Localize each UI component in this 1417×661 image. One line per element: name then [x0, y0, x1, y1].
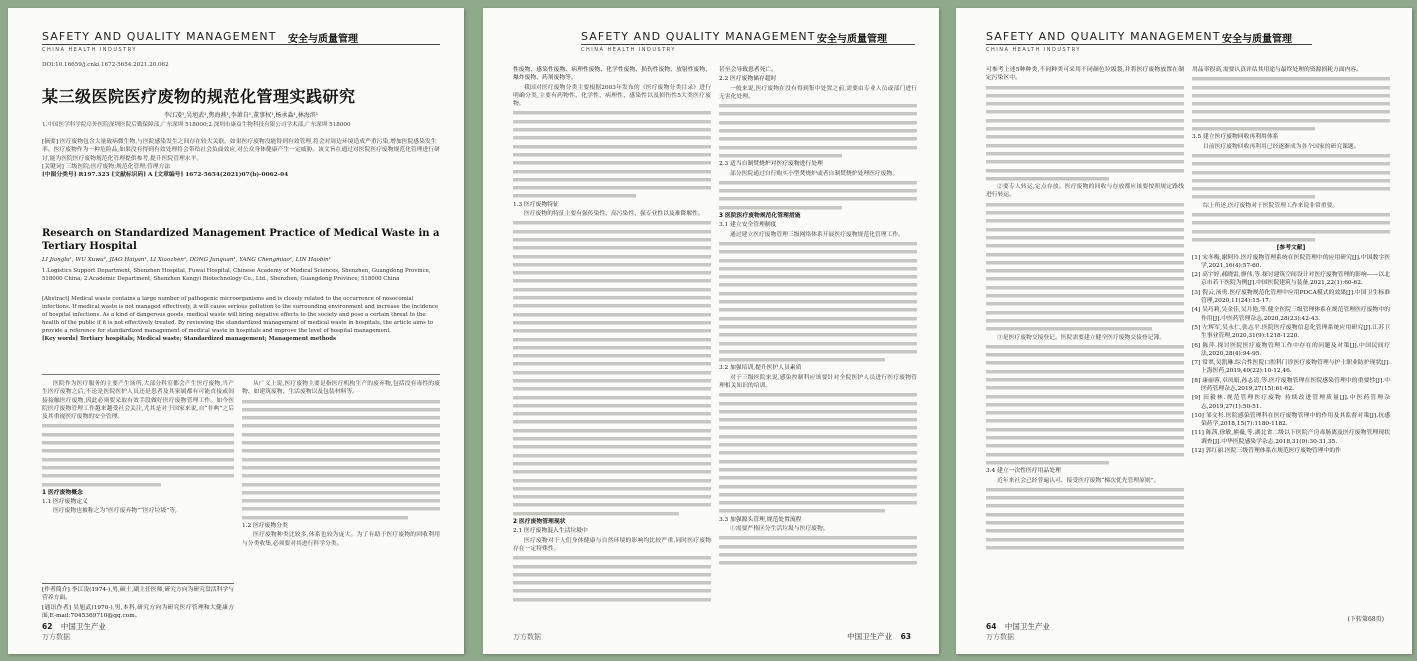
section-1-1-text: 医疗废物也被称之为“医疗废弃物”“医疗垃圾”等, [53, 508, 177, 515]
database-mark: 万方数据 [986, 633, 1014, 641]
text-line [719, 356, 885, 364]
text-line [513, 579, 711, 587]
conclusion-paragraph: 综上所述,医疗废物对于医院管理工作来说非常重要。 [1203, 202, 1339, 209]
text-line [242, 439, 440, 447]
text-line [513, 261, 711, 269]
text-line [1192, 219, 1390, 227]
text-line [986, 292, 1184, 300]
text-line [719, 424, 917, 432]
text-line [513, 159, 711, 167]
text-line [513, 443, 711, 451]
text-line [719, 195, 917, 203]
section-2-3-text: 部分医院通过自行购买小型焚烧炉或者自制焚烧炉处理医疗废物。 [730, 170, 899, 177]
text-line [513, 319, 711, 327]
text-line [513, 286, 711, 294]
text-line [986, 267, 1184, 275]
database-mark: 万方数据 [42, 633, 70, 641]
text-line [719, 298, 917, 306]
text-line [719, 331, 917, 339]
section-1-2-heading: 1.2 医疗废物分类 [242, 523, 288, 530]
page-number: 62 [42, 622, 53, 631]
text-line [513, 394, 711, 402]
abstract-en-text: [Abstract] Medical waste contains a large number of pathogenic microorganisms and is closely related to the occurrence of nosocomial infections. If medical waste is not managed effectively, it will cause serious pollution to the surrounding environment and increase the incidence of hospital infections. As a kind of dangerous goods, medical waste will bring negative effects to the society and pose a certain threat to the health of the public if it is not effectively treated. By reviewing the standardized management of medical waste in hospitals, the article aims to provide a reference for standardized management of medical waste in hospitals and improve the level of hospital management. [42, 296, 439, 334]
section-3-5-text: 目前医疗废物回收再利用已经逐渐成为各个国家的研究课题。 [1203, 143, 1360, 150]
text-line [513, 418, 711, 426]
section-2-1-heading: 2.1 医疗废物混入生活垃圾中 [513, 528, 588, 535]
text-line [986, 167, 1184, 175]
footnote-rule [42, 583, 234, 584]
text-line [986, 351, 1184, 359]
text-line [719, 135, 917, 143]
text-line [986, 158, 1184, 166]
text-line [1192, 177, 1390, 185]
text-line [719, 306, 917, 314]
text-line [986, 117, 1184, 125]
text-line [513, 176, 711, 184]
header-cn: 安全与质量管理 [1222, 34, 1292, 45]
text-line [986, 142, 1184, 150]
text-line [719, 281, 917, 289]
text-line [513, 134, 711, 142]
section-2-3-heading: 2.3 适当自制焚烧炉对医疗废物进行处理 [719, 161, 823, 168]
text-line [986, 201, 1184, 209]
text-line [986, 502, 1184, 510]
reference-item: [9] 田毅林.规范管理医疗废物 持续改进管理质量[J].中医药管理杂志,2019,27(1):50-51. [1192, 395, 1390, 410]
page-number: 64 [986, 622, 997, 631]
section-2-2-text: 一般来说,医疗废物在没有得到集中处置之前,需要由专业人员或部门进行无害化处理。 [719, 85, 917, 100]
text-line [986, 527, 1184, 535]
text-line [513, 311, 711, 319]
text-line [42, 422, 234, 430]
text-line [986, 217, 1184, 225]
text-line [986, 426, 1184, 434]
text-line [1192, 125, 1315, 133]
section-3-1-heading: 3.1 建立安全管理制度 [719, 222, 777, 229]
section-2-heading: 2 医疗废物管理现状 [513, 519, 566, 526]
text-line [719, 466, 917, 474]
text-line [1192, 92, 1390, 100]
handover-paragraph: ③是医疗废物交接登记。医院需要建立健全医疗废物交接登记簿。 [997, 334, 1166, 341]
running-header [986, 26, 1312, 53]
header-rule [986, 44, 1312, 45]
col2-paragraph: 从广义上说,医疗废物主要是指医疗机构生产的废弃物,包括没有毒性的废物、如建筑废物、生活废物以及包装材料等。 [242, 381, 440, 396]
text-line [513, 143, 711, 151]
section-3-4-heading: 3.4 建立一次性医疗用品处理 [986, 468, 1061, 475]
page-64 [956, 8, 1412, 654]
text-line [986, 242, 1184, 250]
text-line [513, 184, 711, 192]
text-line [986, 359, 1184, 367]
header-rule [42, 44, 440, 45]
continued-note: (下转第68页) [1347, 616, 1384, 623]
text-line [719, 551, 917, 559]
text-line [513, 219, 711, 227]
text-line [986, 234, 1184, 242]
text-line [986, 536, 1184, 544]
reference-item: [12] 郭红丽.医院三级管理体系在规范医疗废物管理中的作 [1192, 448, 1341, 455]
header-cn: 安全与质量管理 [817, 34, 887, 45]
col2-continuation: 用品率很高,需要认真评估其用途与最终处理的资源损耗方面内容。 [1192, 67, 1362, 73]
col1-continuation: 可参考上述5种种类,不同种类可采用不同颜色垃圾袋,并将医疗废物放置在制定污染区中。 [986, 67, 1184, 82]
affiliation-en: 1.Logistics Support Department, Shenzhen Hospital, Fuwai Hospital, Chinese Academy of Medical Sciences, Shenzhen, Guangdong Province, 518000 China; 2.Academic Department, Shenzhen Kangyi Biotechnology Co., Ltd., Shenzhen, Guangdong Province, 518000 China [42, 268, 431, 282]
text-line [719, 474, 917, 482]
reference-item: [3] 倪云,汤勇.医疗废物规范化管理中应用PDCA模式的效果[J].中国卫生标准管理,2020,11(24):15-17. [1192, 289, 1390, 305]
reference-item: [2] 高宇婷,郝晓雷,廖伟,等.探讨建筑空间设计对医疗废物管理的影响——以北京市若干医院为例[J].中国医院建筑与装备,2021,22(1):60-62. [1192, 272, 1390, 287]
text-line [42, 472, 234, 480]
text-line [986, 275, 1184, 283]
text-line [513, 168, 711, 176]
text-line [513, 571, 711, 579]
text-line [513, 344, 711, 352]
text-line [42, 456, 234, 464]
transport-paragraph: ②要专人转运,定点存放。医疗废物的回收与存放都应该要按照规定路线进行转运。 [986, 184, 1184, 199]
header-cn: 安全与质量管理 [288, 34, 358, 45]
text-line [719, 483, 917, 491]
running-header [581, 26, 915, 53]
database-mark: 万方数据 [513, 633, 541, 641]
text-line [42, 439, 234, 447]
reference-item: [6] 陈萍.探讨医院医疗废物管理工作中存在的问题及对策[J].中国民间疗法,2020,28(4):94-95. [1192, 342, 1390, 357]
section-1-2-text: 医疗废物种类比较多,体系也较为庞大。为了有助于医疗废物的回收利用与分类收集,必须要对其进行科学分类。 [242, 532, 440, 547]
text-line [42, 464, 234, 472]
body-column-1 [513, 66, 711, 624]
section-1-1-heading: 1.1 医疗废物定义 [42, 499, 88, 506]
text-line [719, 290, 917, 298]
text-line [719, 240, 917, 248]
text-line [986, 519, 1184, 527]
header-sub: CHINA HEALTH INDUSTRY [581, 47, 676, 53]
keywords-en: [Key words] Tertiary hospitals; Medical waste; Standardized management; Management methods [42, 335, 337, 342]
text-line [513, 327, 711, 335]
text-line [242, 481, 440, 489]
text-line [986, 384, 1184, 392]
text-line [1192, 211, 1390, 219]
text-line [513, 352, 711, 360]
text-line [986, 251, 1184, 259]
text-line [242, 431, 440, 439]
text-line [513, 427, 711, 435]
text-line [719, 458, 917, 466]
footnotes [42, 586, 234, 622]
reference-item: [1] 宋冬梅,谢阿玲.医疗废物管理系统在医院管理中的应用研究[J].中国数字医学,2021,16(4):57-60. [1192, 254, 1390, 269]
header-en: SAFETY AND QUALITY MANAGEMENT [986, 30, 1221, 43]
text-line [719, 152, 842, 160]
text-line [986, 309, 1184, 317]
text-line [513, 109, 711, 117]
text-line [513, 468, 711, 476]
page-number: 63 [900, 632, 911, 641]
text-line [513, 377, 711, 385]
journal-name: 中国卫生产业 [1004, 622, 1050, 631]
col2-continuation: 甚至会导致患者死亡。 [719, 67, 777, 73]
section-1-3-text: 医疗废物的特征主要有强传染性、高污染性、强专业性以及难降解性。 [524, 211, 704, 218]
text-line [242, 472, 440, 480]
text-line [513, 402, 711, 410]
text-line [513, 435, 711, 443]
header-sub: CHINA HEALTH INDUSTRY [986, 47, 1081, 53]
text-line [513, 587, 711, 595]
text-line [986, 284, 1184, 292]
text-line [986, 100, 1184, 108]
text-line [986, 494, 1184, 502]
text-line [42, 431, 234, 439]
text-line [513, 277, 711, 285]
text-line [719, 110, 917, 118]
text-line [1192, 185, 1390, 193]
text-line [513, 302, 711, 310]
reference-item: [5] 左辉军,吴永仁,张志平.医院医疗废物信息化管理系统应用研究[J].江苏卫生事业管理,2020,31(9):1218-1220. [1192, 324, 1390, 340]
text-line [719, 187, 917, 195]
text-line [1192, 75, 1390, 83]
text-line [986, 459, 1109, 467]
body-column-2 [242, 380, 440, 620]
text-line [242, 505, 440, 513]
section-3-2-heading: 3.2 加强培训,提升医护人员素质 [719, 365, 802, 372]
text-line [242, 414, 440, 422]
text-line [719, 416, 917, 424]
text-line [1192, 108, 1390, 116]
text-line [42, 481, 161, 489]
text-line [513, 596, 711, 604]
text-line [986, 226, 1184, 234]
text-line [719, 102, 917, 110]
text-line [986, 401, 1184, 409]
references-title: [参考文献] [1276, 245, 1306, 252]
page-footer [847, 631, 911, 642]
text-line [513, 485, 711, 493]
section-3-3-text: ①需要严格区分生活垃圾与医疗废物。 [730, 526, 829, 533]
text-line [1192, 228, 1390, 236]
text-line [719, 348, 917, 356]
text-line [986, 125, 1184, 133]
text-line [513, 126, 711, 134]
page-footer [42, 621, 106, 642]
abstract-en [42, 296, 440, 343]
page-footer [986, 621, 1050, 642]
text-line [719, 265, 917, 273]
text-line [1192, 152, 1390, 160]
text-line [986, 417, 1184, 425]
abstract-cn-text: [摘要] 医疗废物包含大量致病微生物,与医院感染发生之间存在较大关联。如果医疗废物没能得到有效管理,将会对周边环境造成严重污染,增加医院感染发生率。医疗废物作为一种危险品,如果没有得到有效处理将会带给社会负面效应,对公众身体健康产生一定威胁。该文旨在通过对医院医疗废物规范化管理进行研讨,能为医院医疗废物规范化管理提供参考,提升医院管理水平。 [42, 139, 440, 162]
classification-paragraph: 我国对医疗废物分类主要根据2003年发布的《医疗废物分类目录》进行明确分类,主要有药物性、化学性、病理性、感染性以及损伤性5大类医疗废物。 [513, 84, 711, 108]
authors-en: LI Jianglu¹, WU Xuwu², JIAO Haiyan¹, LI Xiaozhen¹, DONG Junquan¹, YANG Chengmiao¹, LIN Haobin¹ [42, 257, 332, 263]
author-note: [作者简介] 李江凌(1974-),男,硕士,副主任医师,研究方向为研究盘活科学与营养方面。 [42, 587, 234, 602]
affiliation-cn: 1.中国医学科学院阜外医院深圳医院后勤保障部,广东深圳 518000;2.深圳市康益生物科技有限公司学术部,广东深圳 518000 [42, 122, 351, 128]
text-line [42, 447, 234, 455]
abstract-divider [42, 374, 440, 375]
text-line [242, 464, 440, 472]
abstract-cn [42, 138, 440, 179]
col1-continuation: 性废物、感染性废物、病理性废物、化学性废物、损伤性废物、放射性废物、爆炸废物、药剂废物等。 [513, 67, 711, 82]
text-line [242, 406, 440, 414]
doi: DOI:10.16659/j.cnki.1672-5654.2021.20.062 [42, 62, 169, 68]
text-line [1192, 117, 1390, 125]
text-line [1192, 236, 1315, 244]
page-62 [8, 8, 464, 654]
reference-item: [4] 吴巧莉,吴金佳,吴月艳,等.健全医院三级管理体系在规范管理医疗废物中的作用[J].中医药管理杂志,2020,28(23):42-43. [1192, 307, 1390, 322]
running-header [42, 26, 440, 53]
text-line [513, 493, 711, 501]
text-line [719, 323, 917, 331]
text-line [719, 433, 917, 441]
text-line [986, 209, 1184, 217]
text-line [986, 442, 1184, 450]
journal-name: 中国卫生产业 [60, 622, 106, 631]
text-line [719, 543, 917, 551]
text-line [986, 108, 1184, 116]
text-line [719, 315, 917, 323]
keywords-cn: [关键词] 三级医院;医疗废物;规范化管理;管理方法 [42, 163, 171, 170]
text-line [1192, 160, 1390, 168]
section-3-1-text: 通过建立医疗废物管理三级网络体系开展医疗废物规范化管理工作。 [730, 231, 904, 238]
section-3-heading: 3 医院医疗废物规范化管理措施 [719, 213, 801, 220]
text-line [242, 514, 408, 522]
text-line [513, 253, 711, 261]
text-line [719, 507, 885, 515]
text-line [986, 300, 1184, 308]
text-line [719, 127, 917, 135]
text-line [986, 259, 1184, 267]
section-3-4-text: 近年来社会已经普遍认可、接受医疗废物“梯次优先管理原则”。 [997, 477, 1160, 484]
text-line [242, 447, 440, 455]
header-en: SAFETY AND QUALITY MANAGEMENT [581, 30, 816, 43]
text-line [1192, 169, 1390, 177]
article-title-en: Research on Standardized Management Practice of Medical Waste in a Tertiary Hospital [42, 228, 440, 252]
text-line [242, 422, 440, 430]
corresponding-note: [通讯作者] 吴旭武(1970-),男,本科,研究方向为研究医疗管理和大健康方面,E-mail:7045369710@qq.com。 [42, 604, 234, 619]
text-line [513, 501, 711, 509]
text-line [513, 477, 711, 485]
text-line [719, 119, 917, 127]
text-line [513, 460, 711, 468]
section-1-heading: 1 医疗废物概念 [42, 489, 83, 496]
text-line [1192, 100, 1390, 108]
text-line [719, 144, 917, 152]
text-line [719, 534, 917, 542]
text-line [513, 563, 711, 571]
text-line [986, 376, 1184, 384]
text-line [986, 175, 1109, 183]
text-line [986, 368, 1184, 376]
text-line [719, 408, 917, 416]
text-line [719, 499, 917, 507]
text-line [513, 228, 711, 236]
text-line [986, 451, 1184, 459]
text-line [986, 92, 1184, 100]
text-line [513, 244, 711, 252]
body-column-2 [1192, 66, 1390, 614]
text-line [719, 273, 917, 281]
header-en: SAFETY AND QUALITY MANAGEMENT [42, 30, 277, 43]
text-line [513, 269, 711, 277]
section-2-2-heading: 2.2 医疗废物储存超时 [719, 76, 777, 83]
text-line [242, 456, 440, 464]
section-3-3-heading: 3.3 加强源头管理,规范处置流程 [719, 516, 802, 523]
section-2-1-text: 医疗废物对于人们身体健康与自然环境的影响均比较严重,同时医疗废物存在一定特殊性。 [513, 537, 711, 552]
journal-name: 中国卫生产业 [847, 632, 893, 641]
body-column-2 [719, 66, 917, 624]
authors-cn: 李江凌¹,吴旭武²,焦海燕¹,李萧自¹,董事权¹,杨承淼¹,林海滨¹ [163, 112, 319, 119]
text-line [242, 497, 440, 505]
text-line [513, 360, 711, 368]
text-line [719, 441, 917, 449]
section-3-5-heading: 3.5 建立医疗废物回收再利用体系 [1192, 134, 1279, 141]
text-line [986, 343, 1184, 351]
header-sub: CHINA HEALTH INDUSTRY [42, 47, 137, 53]
text-line [719, 449, 917, 457]
page-63 [483, 8, 939, 654]
text-line [513, 369, 711, 377]
text-line [986, 317, 1184, 325]
text-line [513, 410, 711, 418]
article-title-cn: 某三级医院医疗废物的规范化管理实践研究 [42, 87, 356, 106]
reference-list [1192, 254, 1390, 456]
text-line [986, 434, 1184, 442]
text-line [986, 150, 1184, 158]
text-line [513, 336, 711, 344]
text-line [719, 340, 917, 348]
text-line [719, 391, 917, 399]
text-line [1192, 84, 1390, 92]
text-line [513, 236, 711, 244]
text-line [513, 510, 679, 518]
text-line [719, 257, 917, 265]
text-line [986, 409, 1184, 417]
text-line [986, 133, 1184, 141]
reference-item: [10] 邹文杉.医院感染管理科在医疗废物管理中的作用及其监督对策[J].抗感染药学,2018,15(7):1180-1182. [1192, 412, 1390, 428]
text-line [719, 400, 917, 408]
reference-item: [7] 常翠,吴凯琳.综合性医院口腔科门诊医疗废物管理与护士职业防护现状[J].上海医药,2019,40(22):10-12,46. [1192, 360, 1390, 375]
text-line [986, 511, 1184, 519]
text-line [1192, 193, 1315, 201]
text-line [986, 544, 1184, 552]
text-line [719, 204, 842, 212]
reference-item: [11] 陈茜,徐敏,熊薇,等.湖北省二级以下医院产房毒肠离及医疗废物管理现状调查[J].中华医院感染学杂志,2018,31(9):30-31,35. [1192, 430, 1390, 445]
body-column-1 [986, 66, 1184, 624]
reference-item: [8] 康丽蓉,卓凤娟,孙志清,等.医疗废物管理在医院感染管理中的重要性[J].中医药管理杂志,2019,27(15):61-62. [1192, 377, 1390, 392]
text-line [242, 489, 440, 497]
header-rule [581, 44, 915, 45]
text-line [513, 118, 711, 126]
text-line [986, 325, 1152, 333]
text-line [242, 398, 440, 406]
text-line [513, 554, 711, 562]
text-line [513, 452, 711, 460]
text-line [513, 294, 711, 302]
text-line [719, 559, 917, 567]
intro-paragraph: 医院作为医疗服务的主要产生场所,大部分科室都会产生医疗废物,当产生医疗废物之后,不论是医院医护人员还是患者及其家属都有可能直接或间接接触医疗废物,因此必须要采取有效手段做好医疗废物管理工作。如今医院医疗废物管理工作越来越受社会关注,尤其是对于国家来说,自“非典”之后及其重视医疗废物的安全管理。 [42, 381, 234, 421]
text-line [719, 179, 917, 187]
text-line [719, 248, 917, 256]
section-1-3-heading: 1.3 医疗废物特征 [513, 201, 559, 208]
text-line [986, 486, 1184, 494]
text-line [513, 385, 711, 393]
text-line [513, 192, 636, 200]
text-line [986, 393, 1184, 401]
body-column-1 [42, 380, 234, 580]
section-3-2-text: 对于三级医院来说,感染控制科应该要针对全院医护人员进行医疗废物管理相关知识的培训。 [719, 374, 917, 389]
classification-line: [中图分类号] R197.323 [文献标识码] A [文章编号] 1672-5654(2021)07(b)-0062-04 [42, 172, 289, 179]
text-line [719, 491, 917, 499]
text-line [986, 84, 1184, 92]
text-line [513, 151, 711, 159]
